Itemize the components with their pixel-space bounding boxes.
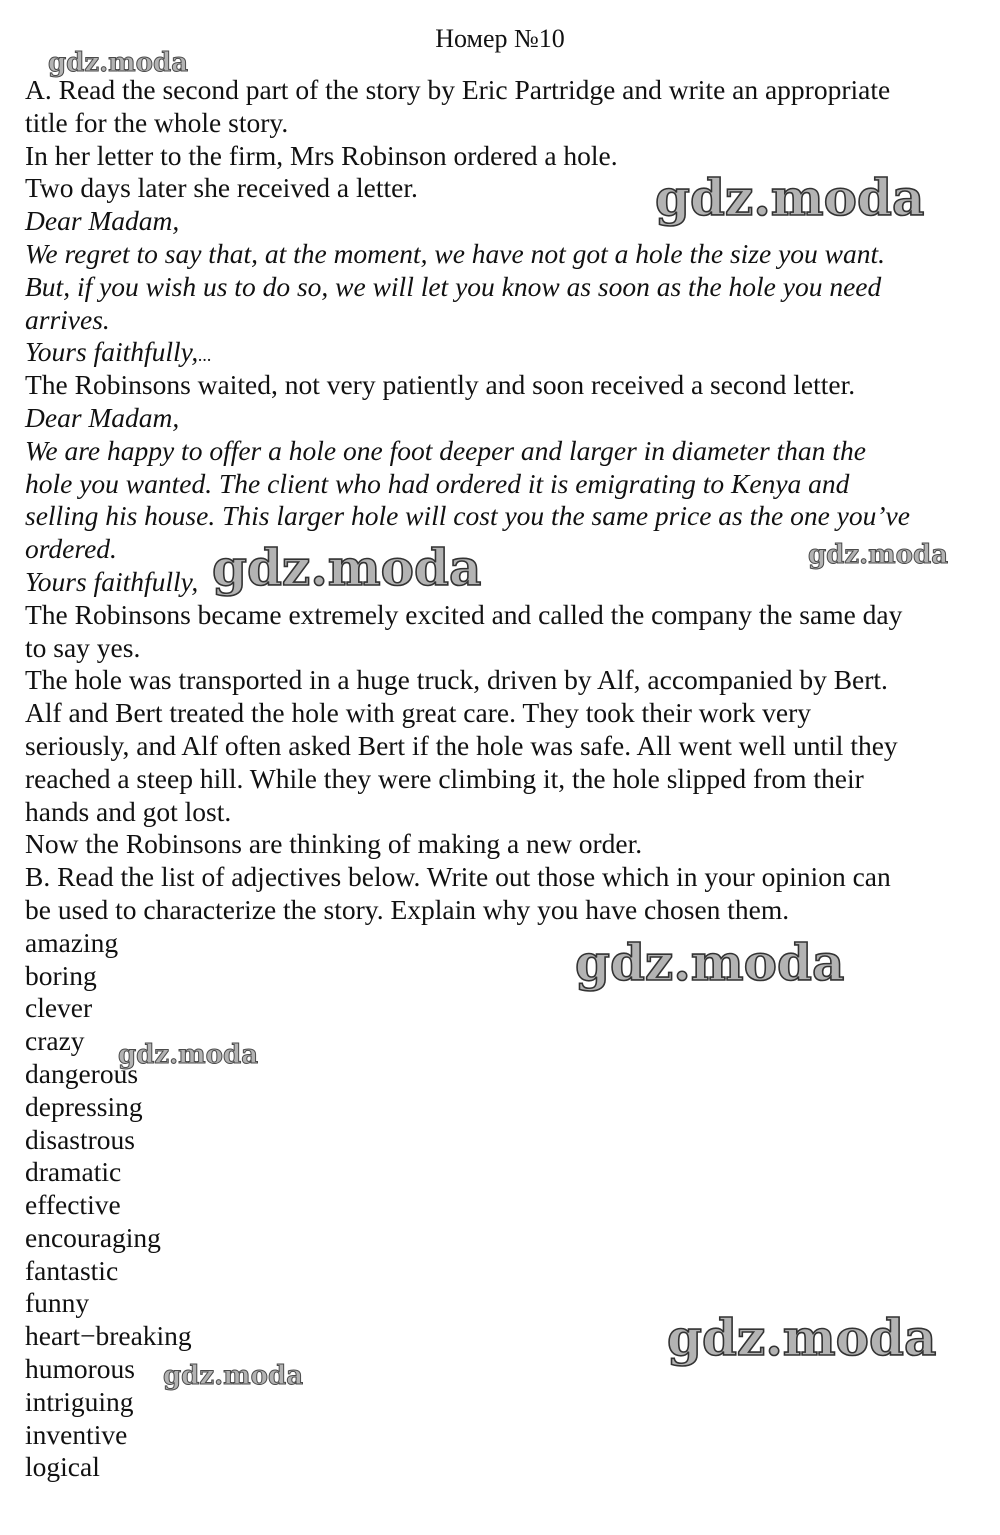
- text-line: [25, 730, 980, 763]
- text-line: [25, 992, 980, 1025]
- text-line: [25, 763, 980, 796]
- text-line: [25, 796, 980, 829]
- text-line: [25, 533, 980, 566]
- watermark: gdz.moda: [48, 48, 189, 78]
- text-line: [25, 861, 980, 894]
- text-line-content: hands and got lost.: [25, 795, 232, 827]
- text-line: [25, 1156, 980, 1189]
- text-line: [25, 1222, 980, 1255]
- text-line: [25, 172, 980, 205]
- text-line: [25, 1287, 980, 1320]
- text-line: [25, 828, 980, 861]
- text-line-content: hole you wanted. The client who had ordered it is emigrating to Kenya and: [25, 467, 850, 499]
- text-line: [25, 1058, 980, 1091]
- text-line-content: effective: [25, 1189, 121, 1221]
- text-line: [25, 140, 980, 173]
- text-line-content: crazy: [25, 1025, 85, 1057]
- text-line: [25, 1091, 980, 1124]
- text-line-content: B. Read the list of adjectives below. Write out those which in your opinion can: [25, 861, 891, 893]
- text-line-content: Two days later she received a letter.: [25, 172, 418, 204]
- text-line-content: Dear Madam,: [25, 401, 180, 433]
- text-line-content: heart−breaking: [25, 1320, 192, 1352]
- watermark: gdz.moda: [808, 540, 949, 570]
- text-line: [25, 599, 980, 632]
- text-line-content: We regret to say that, at the moment, we have not got a hole the size you want.: [25, 237, 886, 269]
- text-line-content: The Robinsons waited, not very patiently and soon received a second letter.: [25, 369, 856, 401]
- text-line-content: The Robinsons became extremely excited and called the company the same day: [25, 598, 903, 630]
- text-line-content: be used to characterize the story. Explain why you have chosen them.: [25, 893, 790, 925]
- text-line-content: The hole was transported in a huge truck, driven by Alf, accompanied by Bert.: [25, 664, 888, 696]
- text-line: [25, 632, 980, 665]
- text-line: [25, 500, 980, 533]
- text-line-content: selling his house. This larger hole will cost you the same price as the one you’ve: [25, 500, 910, 532]
- text-line: [25, 468, 980, 501]
- text-line-content: humorous: [25, 1353, 135, 1385]
- text-line: [25, 369, 980, 402]
- text-line: [25, 304, 980, 337]
- text-line: [25, 74, 980, 107]
- text-line-content: Dear Madam,: [25, 205, 180, 237]
- text-line: [25, 697, 980, 730]
- page-title: Номер №10: [435, 24, 565, 53]
- text-line-content: Yours faithfully,: [25, 336, 199, 368]
- text-line: [25, 1320, 980, 1353]
- text-line: [25, 1419, 980, 1452]
- text-line-content: title for the whole story.: [25, 106, 289, 138]
- watermark: gdz.moda: [575, 933, 845, 992]
- text-line-content: amazing: [25, 926, 119, 958]
- text-line: [25, 566, 980, 599]
- text-line-content: funny: [25, 1287, 90, 1319]
- watermark: gdz.moda: [118, 1040, 259, 1070]
- text-line-content: to say yes.: [25, 631, 141, 663]
- text-line-content: dramatic: [25, 1156, 122, 1188]
- text-line: [25, 205, 980, 238]
- text-line: [25, 336, 980, 369]
- text-line-content: encouraging: [25, 1221, 161, 1253]
- text-line: [25, 1025, 980, 1058]
- text-line: [25, 960, 980, 993]
- watermark: gdz.moda: [163, 1361, 304, 1391]
- text-line-content: A. Read the second part of the story by Eric Partridge and write an appropriate: [25, 74, 891, 105]
- text-line-content: dangerous: [25, 1057, 139, 1089]
- text-line-content: clever: [25, 992, 93, 1024]
- text-line: [25, 1386, 980, 1419]
- watermark: gdz.moda: [667, 1308, 937, 1367]
- text-line: [25, 271, 980, 304]
- text-line: [25, 402, 980, 435]
- text-line: [25, 1451, 980, 1484]
- text-line: [25, 927, 980, 960]
- ellipsis: ...: [198, 345, 212, 366]
- text-line-content: But, if you wish us to do so, we will let you know as soon as the hole you need: [25, 270, 882, 302]
- text-line-content: seriously, and Alf often asked Bert if the hole was safe. All went well until they: [25, 729, 898, 761]
- text-line: [25, 238, 980, 271]
- text-line: [25, 664, 980, 697]
- text-line-content: depressing: [25, 1090, 143, 1122]
- text-line-content: reached a steep hill. While they were climbing it, the hole slipped from their: [25, 762, 864, 794]
- text-line-content: arrives.: [25, 303, 110, 335]
- text-line-content: ordered.: [25, 533, 117, 565]
- text-line: [25, 1189, 980, 1222]
- text-line: [25, 1124, 980, 1157]
- text-line-content: intriguing: [25, 1385, 134, 1417]
- text-line-content: We are happy to offer a hole one foot deeper and larger in diameter than the: [25, 434, 866, 466]
- text-line: [25, 1353, 980, 1386]
- text-line-content: In her letter to the firm, Mrs Robinson ordered a hole.: [25, 139, 618, 171]
- text-line: [25, 107, 980, 140]
- text-line-content: Alf and Bert treated the hole with great care. They took their work very: [25, 697, 812, 729]
- text-line-content: Yours faithfully,: [25, 565, 199, 597]
- text-line-content: inventive: [25, 1418, 128, 1450]
- document-body: [25, 74, 980, 1484]
- text-line-content: boring: [25, 959, 97, 991]
- text-line-content: Now the Robinsons are thinking of making a new order.: [25, 828, 643, 860]
- text-line-content: logical: [25, 1451, 100, 1483]
- text-line: [25, 1255, 980, 1288]
- watermark: gdz.moda: [212, 538, 482, 597]
- text-line: [25, 435, 980, 468]
- text-line: [25, 894, 980, 927]
- watermark: gdz.moda: [655, 168, 925, 227]
- text-line-content: fantastic: [25, 1254, 119, 1286]
- text-line-content: disastrous: [25, 1123, 135, 1155]
